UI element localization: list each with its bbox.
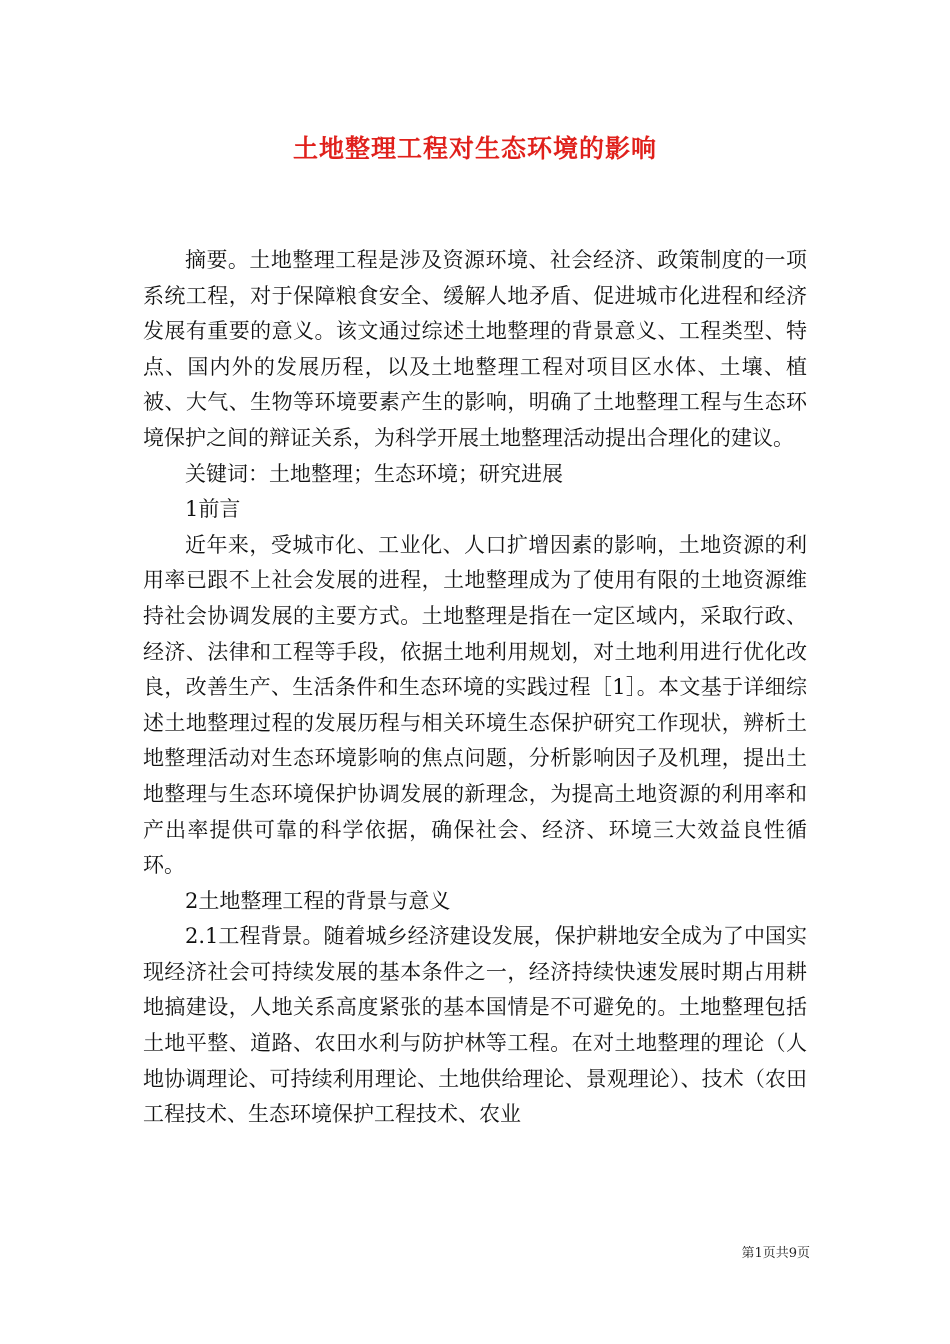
section-heading-background: 2土地整理工程的背景与意义	[185, 888, 451, 913]
document-body	[143, 243, 807, 1133]
page-title: 土地整理工程对生态环境的影响	[292, 134, 657, 163]
abstract-paragraph: 摘要。土地整理工程是涉及资源环境、社会经济、政策制度的一项系统工程，对于保障粮食安全、缓解人地矛盾、促进城市化进程和经济发展有重要的意义。该文通过综述土地整理的背景意义、工程类型、特点、国内外的发展历程，以及土地整理工程对项目区水体、土壤、植被、大气、生物等环境要素产生的影响，明确了土地整理工程与生态环境保护之间的辩证关系，为科学开展土地整理活动提出合理化的建议。	[143, 248, 807, 450]
introduction-paragraph: 近年来，受城市化、工业化、人口扩增因素的影响，土地资源的利用率已跟不上社会发展的进程，土地整理成为了使用有限的土地资源维持社会协调发展的主要方式。土地整理是指在一定区域内，采取行政、经济、法律和工程等手段，依据土地利用规划，对土地利用进行优化改良，改善生产、生活条件和生态环境的实践过程［1］。本文基于详细综述土地整理过程的发展历程与相关环境生态保护研究工作现状，辨析土地整理活动对生态环境影响的焦点问题，分析影响因子及机理，提出土地整理与生态环境保护协调发展的新理念，为提高土地资源的利用率和产出率提供可靠的科学依据，确保社会、经济、环境三大效益良性循环。	[143, 532, 807, 878]
keywords-paragraph: 关键词：土地整理；生态环境；研究进展	[185, 461, 563, 486]
page-number: 第1页共9页	[741, 1246, 810, 1261]
section-heading-introduction: 1前言	[185, 497, 241, 522]
background-paragraph: 2.1工程背景。随着城乡经济建设发展，保护耕地安全成为了中国实现经济社会可持续发展的基本条件之一，经济持续快速发展时期占用耕地搞建设，人地关系高度紧张的基本国情是不可避免的。土地整理包括土地平整、道路、农田水利与防护林等工程。在对土地整理的理论（人地协调理论、可持续利用理论、土地供给理论、景观理论）、技术（农田工程技术、生态环境保护工程技术、农业	[143, 924, 807, 1127]
